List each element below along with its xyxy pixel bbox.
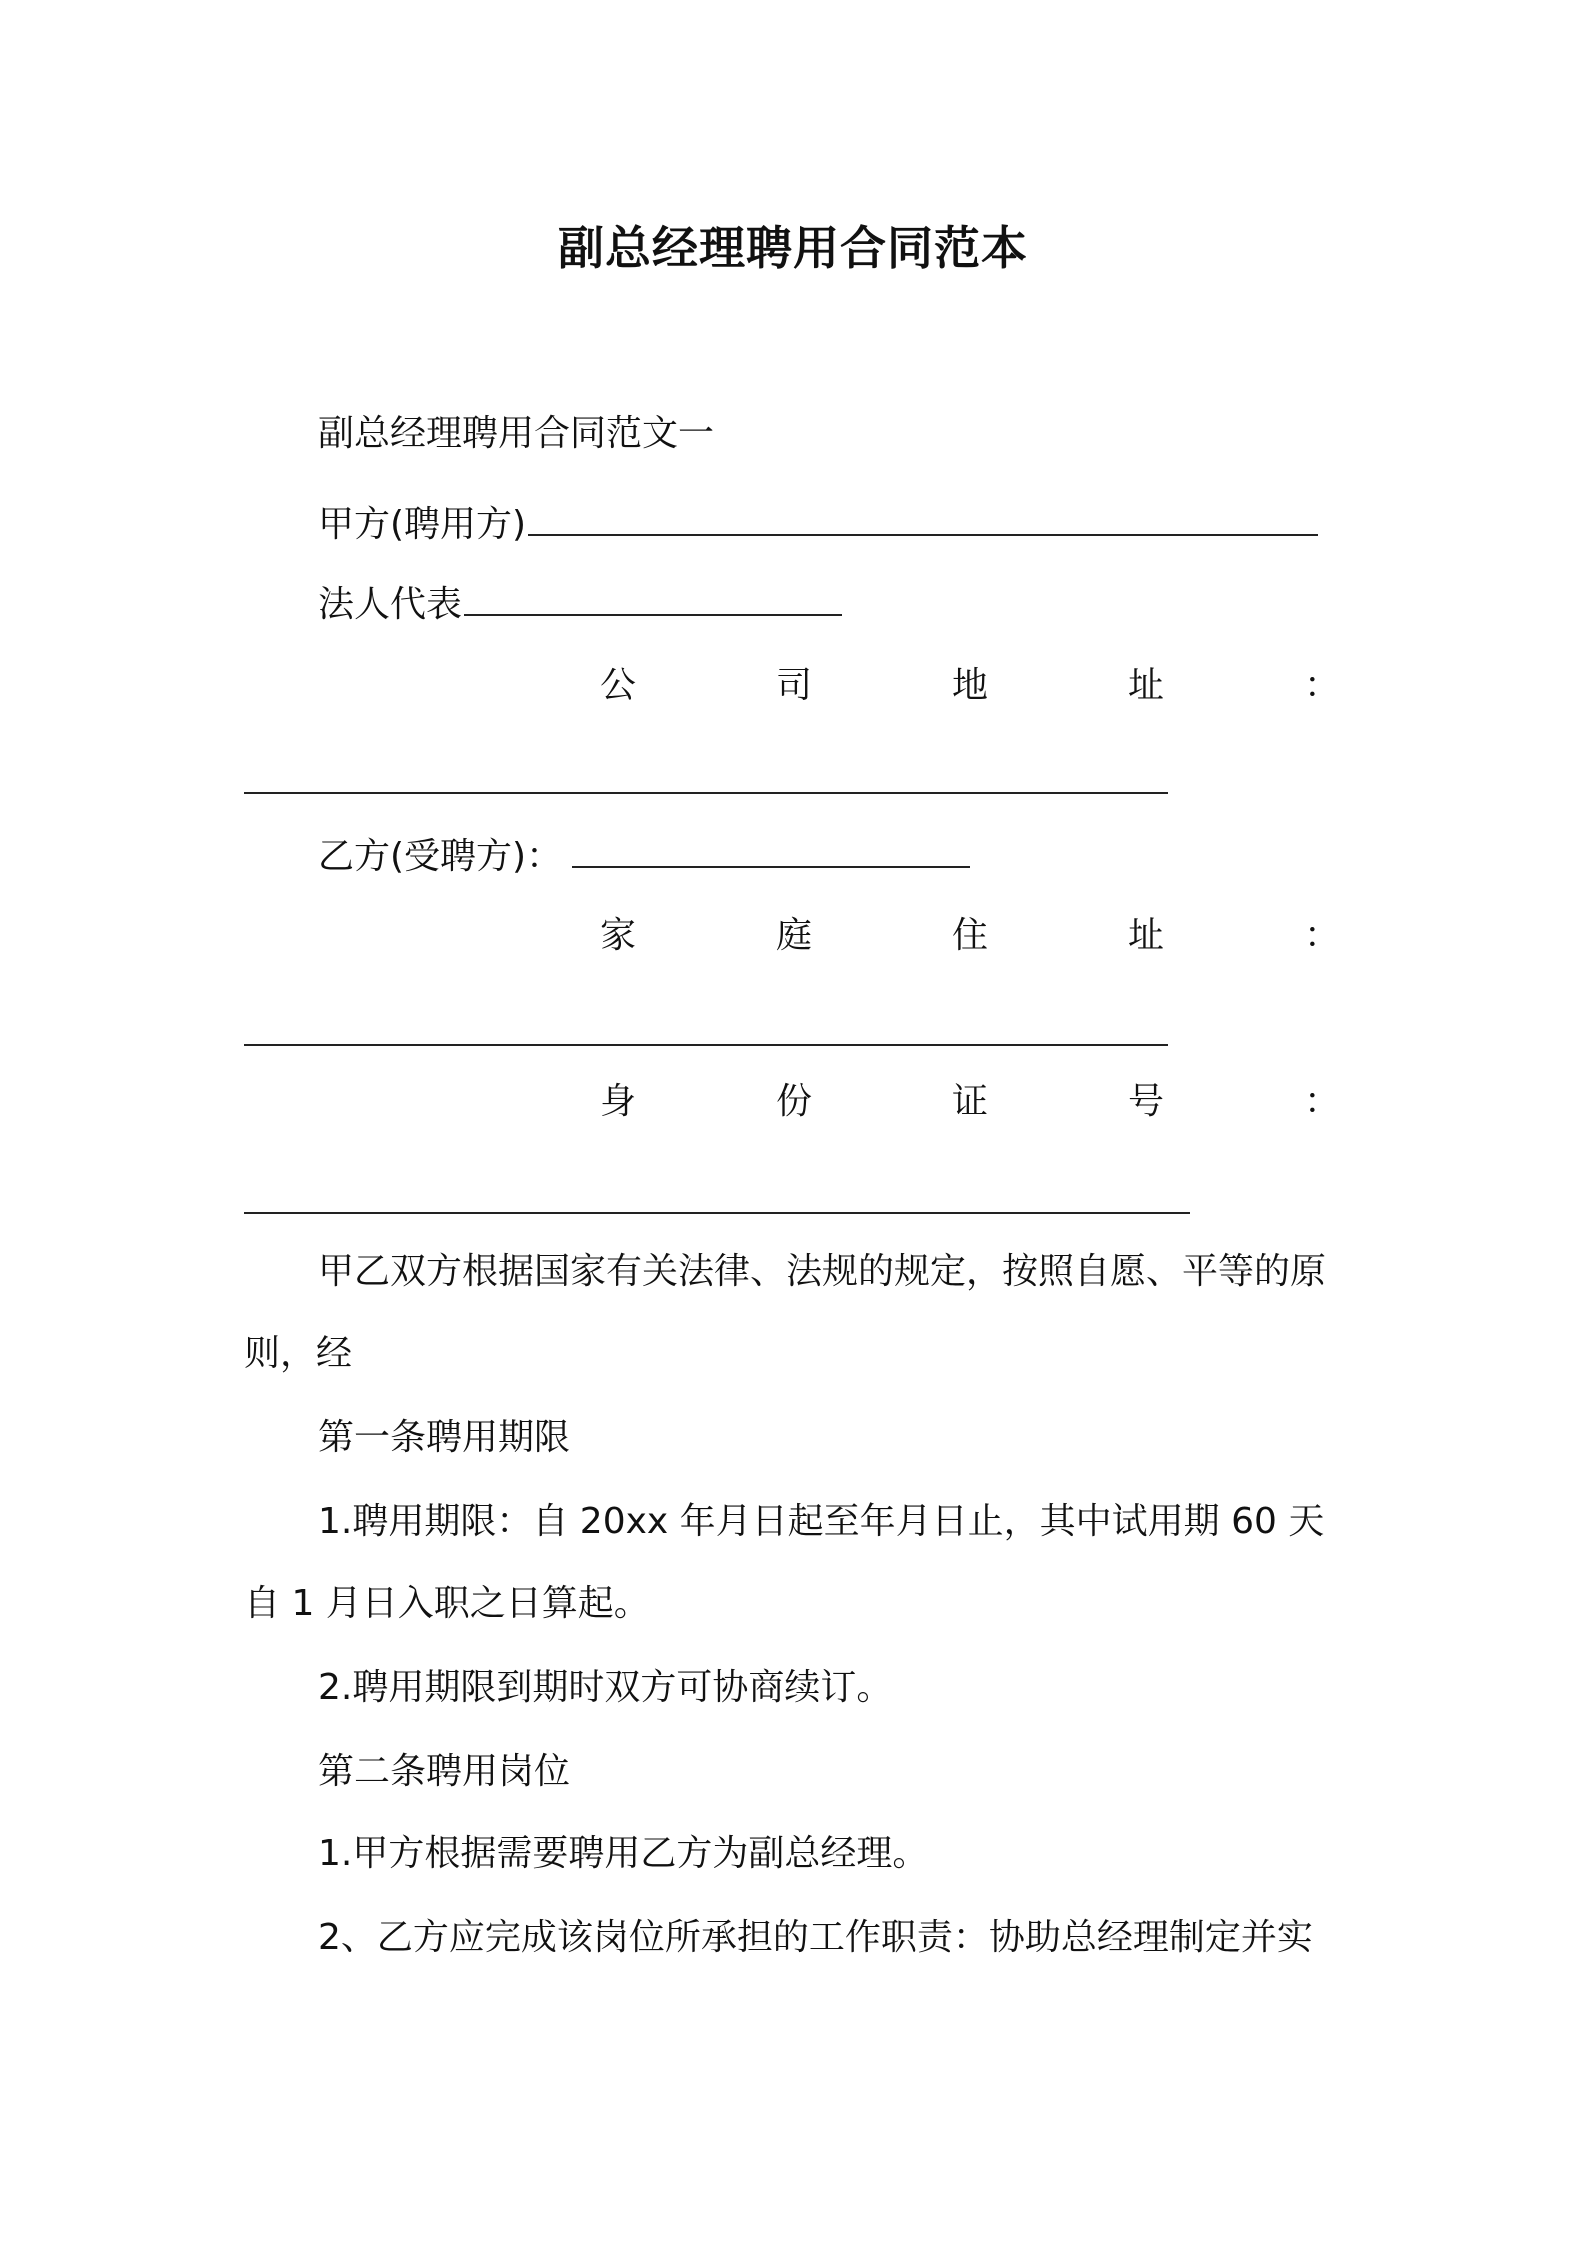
article-2-item-1: 1.甲方根据需要聘用乙方为副总经理。 <box>318 1833 929 1874</box>
company-address-label <box>600 662 1340 710</box>
article-2-heading: 第二条聘用岗位 <box>318 1751 571 1792</box>
home-address-label <box>600 912 1340 960</box>
legal-rep-blank <box>464 580 842 616</box>
article-1-item-1-line-2: 自 1 月日入职之日算起。 <box>244 1583 650 1624</box>
article-1-item-2: 2.聘用期限到期时双方可协商续订。 <box>318 1667 893 1708</box>
home-address-blank <box>244 1044 1168 1046</box>
id-number-char: ： <box>1303 1081 1340 1122</box>
preamble-line-2: 则，经 <box>244 1333 353 1374</box>
company-address-char: 司 <box>775 665 812 706</box>
home-address-char: 住 <box>951 915 988 956</box>
company-address-blank <box>244 792 1168 794</box>
legal-rep-line <box>318 580 842 629</box>
subtitle: 副总经理聘用合同范文一 <box>318 413 715 454</box>
company-address-char: ： <box>1303 665 1340 706</box>
company-address-char: 址 <box>1127 665 1164 706</box>
party-a-label: 甲方(聘用方) <box>318 504 527 545</box>
party-b-line <box>318 832 970 881</box>
document-title: 副总经理聘用合同范本 <box>558 221 1028 275</box>
party-a-line <box>318 500 1318 549</box>
id-number-char: 身 <box>600 1081 637 1122</box>
home-address-char: 庭 <box>775 915 812 956</box>
preamble-line-1: 甲乙双方根据国家有关法律、法规的规定，按照自愿、平等的原 <box>318 1251 1327 1292</box>
id-number-char: 证 <box>951 1081 988 1122</box>
id-number-char: 号 <box>1127 1081 1164 1122</box>
company-address-char: 公 <box>600 665 637 706</box>
id-number-char: 份 <box>775 1081 812 1122</box>
party-b-label: 乙方(受聘方)： <box>318 836 563 877</box>
company-address-char: 地 <box>951 665 988 706</box>
party-b-blank <box>572 832 970 868</box>
article-1-heading: 第一条聘用期限 <box>318 1417 571 1458</box>
article-2-item-2: 2、乙方应完成该岗位所承担的工作职责：协助总经理制定并实 <box>318 1917 1313 1958</box>
article-1-item-1-line-1: 1.聘用期限：自 20xx 年月日起至年月日止，其中试用期 60 天 <box>318 1501 1325 1542</box>
id-number-label <box>600 1078 1340 1126</box>
party-a-blank <box>528 500 1318 536</box>
legal-rep-label: 法人代表 <box>318 584 463 625</box>
home-address-char: 家 <box>600 915 637 956</box>
id-number-blank <box>244 1212 1190 1214</box>
home-address-char: 址 <box>1127 915 1164 956</box>
home-address-char: ： <box>1303 915 1340 956</box>
